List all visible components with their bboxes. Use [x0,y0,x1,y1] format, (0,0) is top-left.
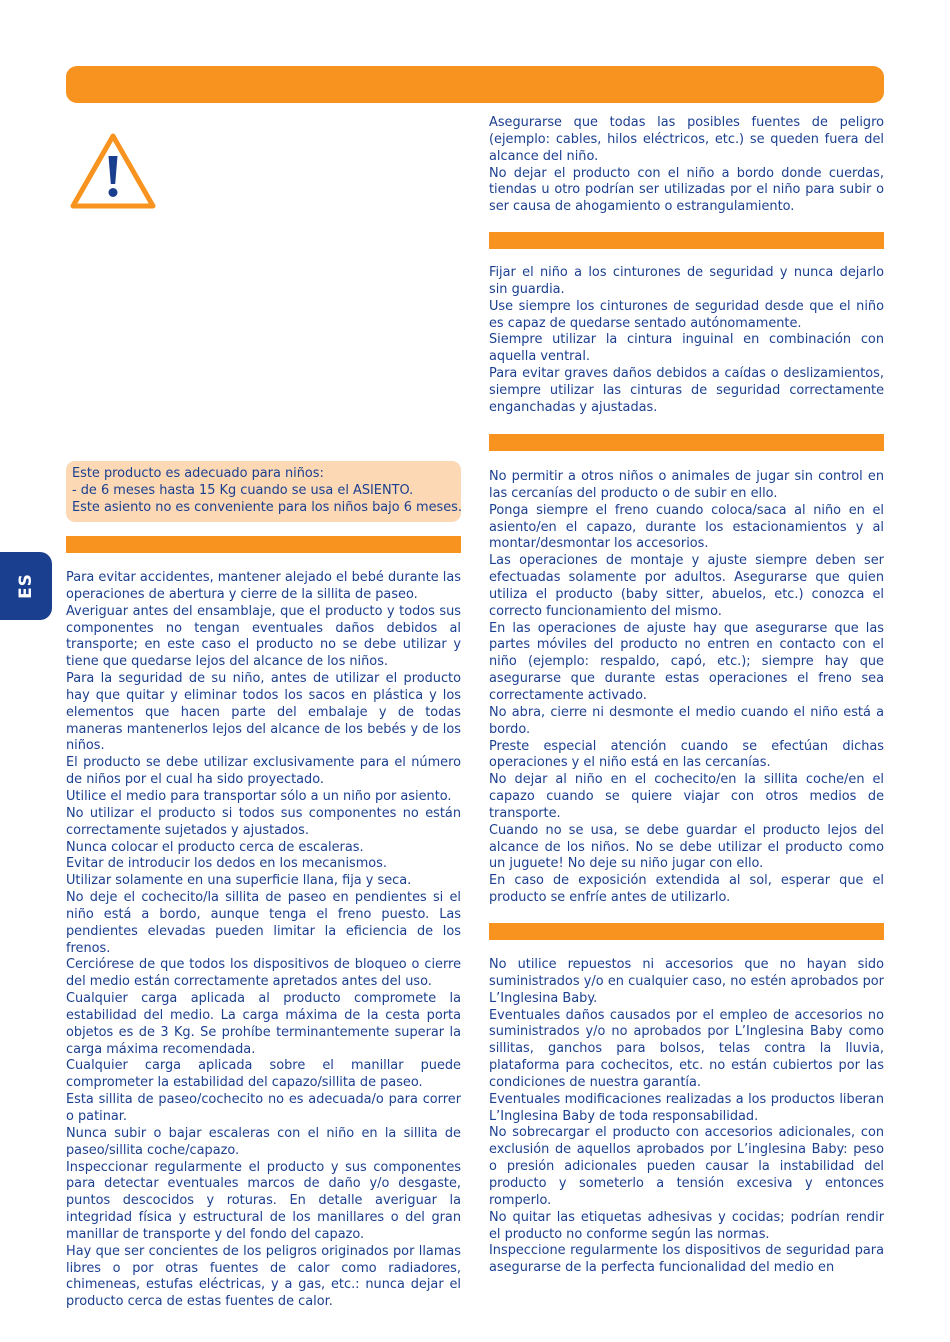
paragraph: Cerciórese de que todos los dispositivos de bloqueo o cierre del medio están correctamente apretados antes del uso. [66,957,461,990]
section-bar-right-3 [489,923,884,940]
paragraph: No dejar al niño en el cochecito/en la sillita coche/en el capazo cuando se quiere viajar con otros medios de transporte. [489,772,884,821]
paragraph: No abra, cierre ni desmonte el medio cuando el niño está a bordo. [489,704,884,737]
paragraph: Eventuales modificaciones realizadas a los productos liberan L’Inglesina Baby de toda responsabilidad. [489,1091,884,1124]
paragraph: Utilizar solamente en una superficie llana, fija y seca. [66,873,412,889]
paragraph: Cualquier carga aplicada al producto compromete la estabilidad del medio. La carga máxima de la cesta porta objetos es de 3 Kg. Se prohíbe terminantemente superar la carga máxima recomendada. [66,991,461,1057]
section-bar-left [66,536,461,553]
paragraph: No sobrecargar el producto con accesorios adicionales, con exclusión de aquellos aprobados por L’inglesina Baby: peso o presión adicionales pueden causar la instabilidad del producto y someterlo a tensión excesiva y entonces romperlo. [489,1125,884,1208]
right-block-usage [489,469,884,907]
age-suitability-box [66,461,461,522]
section-bar-right-1 [489,232,884,249]
paragraph: Nunca colocar el producto cerca de escaleras. [66,839,364,855]
paragraph: Evitar de introducir los dedos en los mecanismos. [66,856,388,872]
paragraph: Esta sillita de paseo/cochecito no es adecuada/o para correr o patinar. [66,1092,461,1124]
paragraph: Hay que ser concientes de los peligros originados por llamas libres o por otras fuentes de calor como radiadores, chimeneas, estufas eléctricas, y a gas, etc.: nunca dejar el producto cerca de estas fuentes de calor. [66,1243,461,1310]
paragraph: Cuando no se usa, se debe guardar el producto lejos del alcance de los niños. No se debe utilizar el producto como un juguete! No deje su niño jugar con ello. [489,822,884,872]
paragraph: En las operaciones de ajuste hay que asegurarse que las partes móviles del producto no entren en contacto con el niño (ejemplo: respaldo, capó, etc.); siempre hay que asegurarse que durante estas operaciones el freno sea correctamente activado. [489,620,884,703]
paragraph: Utilice el medio para transportar sólo a un niño por asiento. [66,788,452,804]
paragraph: Nunca subir o bajar escaleras con el niño en la sillita de paseo/sillita coche/capazo. [66,1125,461,1158]
paragraph: No utilice repuestos ni accesorios que no hayan sido suministrados y/o en cualquier caso, no estén aprobados por L’Inglesina Baby. [489,957,884,1006]
paragraph: Para la seguridad de su niño, antes de utilizar el producto hay que quitar y eliminar todos los sacos en plástica y los elementos que hacen parte del embalaje y de todas maneras mantenerlos lejos del alcance de los bebés y de los niños. [66,671,461,754]
header-bar [66,66,884,103]
paragraph: El producto se debe utilizar exclusivamente para el número de niños por el cual ha sido proyectado. [66,755,461,788]
paragraph: Siempre utilizar la cintura inguinal en combinación con aquella ventral. [489,332,884,365]
age-line: Este asiento no es conveniente para los niños bajo 6 meses. [72,500,462,515]
paragraph: Para evitar graves daños debidos a caídas o deslizamientos, siempre utilizar las cinturas de seguridad correctamente enganchadas y ajustadas. [489,366,884,415]
paragraph: En caso de exposición extendida al sol, esperar que el producto se enfríe antes de utilizarlo. [489,873,884,906]
left-column [66,570,461,1311]
warning-triangle-icon [69,130,157,210]
language-tab-label: ES [16,573,36,599]
right-block-belts [489,265,884,417]
section-bar-right-2 [489,434,884,451]
paragraph: Inspeccione regularmente los dispositivos de seguridad para asegurarse de la perfecta funcionalidad del medio en [489,1243,884,1276]
paragraph: No permitir a otros niños o animales de jugar sin control en las cercanías del producto o de subir en ello. [489,469,884,501]
right-block-accessories [489,957,884,1277]
paragraph: No quitar las etiquetas adhesivas y cocidas; podrían rendir el producto no conforme según las normas. [489,1209,884,1242]
paragraph: Inspeccionar regularmente el producto y sus componentes para detectar eventuales marcos de daño y/o desgaste, puntos descocidos y roturas. En detalle averiguar la integridad física y estructural de los manillares o del gran manillar de transporte y del fondo del capazo. [66,1159,461,1242]
language-tab [0,552,52,620]
paragraph: Averiguar antes del ensamblaje, que el producto y todos sus componentes no tengan eventuales daños debidos al transporte; en este caso el producto no se debe utilizar y tiene que quedarse lejos del alcance de los niños. [66,603,461,670]
paragraph: Preste especial atención cuando se efectúan dichas operaciones y el niño está en las cercanías. [489,738,884,771]
right-block-hazards [489,115,884,216]
paragraph: Use siempre los cinturones de seguridad desde que el niño es capaz de quedarse sentado autónomamente. [489,298,884,331]
paragraph: Asegurarse que todas las posibles fuentes de peligro (ejemplo: cables, hilos eléctricos, etc.) se queden fuera del alcance del niño. [489,115,884,164]
paragraph: Para evitar accidentes, mantener alejado el bebé durante las operaciones de abertura y cierre de la sillita de paseo. [66,570,461,602]
paragraph: No utilizar el producto si todos sus componentes no están correctamente sujetados y ajustados. [66,805,461,838]
paragraph: No deje el cochecito/la sillita de paseo en pendientes si el niño está a bordo, aunque tenga el freno puesto. Las pendientes elevadas pueden limitar la eficiencia de los frenos. [66,890,461,956]
paragraph: No dejar el producto con el niño a bordo donde cuerdas, tiendas u otro podrían ser utilizadas por el niño para subir o ser causa de ahogamiento o estrangulamiento. [489,165,884,215]
paragraph: Cualquier carga aplicada sobre el manillar puede comprometer la estabilidad del capazo/sillita de paseo. [66,1058,461,1091]
paragraph: Ponga siempre el freno cuando coloca/saca al niño en el asiento/en el capazo, durante los estacionamientos y al montar/desmontar los accesorios. [489,502,884,552]
age-line: Este producto es adecuado para niños: [72,466,324,481]
paragraph: Fijar el niño a los cinturones de seguridad y nunca dejarlo sin guardia. [489,265,884,297]
paragraph: Las operaciones de montaje y ajuste siempre deben ser efectuadas solamente por adultos. Asegurarse que quien utiliza el producto (baby sitter, abuelos, etc.) conozca el correcto funcionamiento del mismo. [489,553,884,619]
paragraph: Eventuales daños causados por el empleo de accesorios no suministrados y/o no aprobados por L’Inglesina Baby como sillitas, ganchos para bolsos, telas contra la lluvia, plataforma para cochecitos, etc. no están cubiertos por las condiciones de nuestra garantía. [489,1007,884,1090]
age-line: - de 6 meses hasta 15 Kg cuando se usa el ASIENTO. [72,483,414,498]
